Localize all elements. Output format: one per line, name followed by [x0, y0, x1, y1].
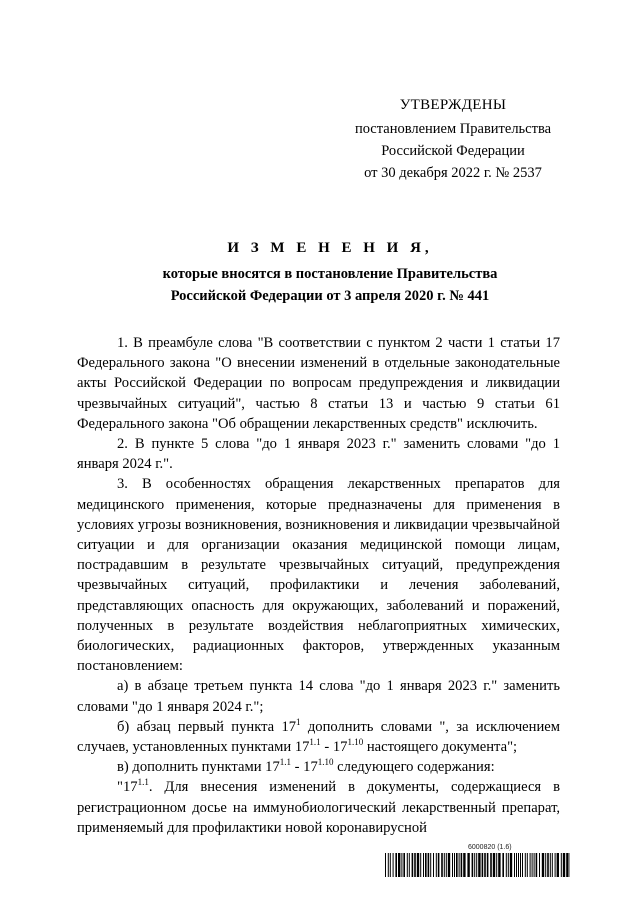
barcode-bar [476, 853, 477, 877]
barcode-bar [461, 853, 463, 877]
barcode-bar [409, 853, 410, 877]
barcode-bar [423, 853, 424, 877]
barcode-bar [539, 853, 540, 877]
barcode-bar [550, 853, 551, 877]
barcode-bar [438, 853, 440, 877]
paragraph-2: 2. В пункте 5 слова "до 1 января 2023 г." заменить словами "до 1 января 2024 г.". [77, 436, 560, 473]
approval-block [344, 94, 562, 184]
barcode-bar [452, 853, 453, 877]
barcode-bar [508, 853, 509, 877]
barcode-bar [456, 853, 458, 877]
barcode-bar [463, 853, 465, 877]
barcode-bar [430, 853, 431, 877]
barcode-bar [534, 853, 535, 877]
title-sub-line-2: Российской Федерации от 3 апреля 2020 г. № 441 [170, 288, 490, 304]
barcode-bar [516, 853, 517, 877]
barcode-bar [547, 853, 549, 877]
barcode-bar [403, 853, 405, 877]
barcode-bar [563, 853, 565, 877]
barcode-bar [493, 853, 495, 877]
barcode-bar [454, 853, 455, 877]
barcode-bar [414, 853, 416, 877]
barcode-bar [498, 853, 500, 877]
approval-line-2: Российской Федерации [381, 143, 525, 159]
barcode-bar [502, 853, 504, 877]
barcode-bar [520, 853, 521, 877]
barcode-bar [388, 853, 389, 877]
barcode-bar [444, 853, 445, 877]
barcode-bar [555, 853, 556, 877]
barcode-bar [545, 853, 546, 877]
barcode-bar [446, 853, 447, 877]
document-title [90, 240, 570, 307]
approval-line-3: от 30 декабря 2022 г. № 2537 [364, 165, 542, 181]
barcode-bar [412, 853, 414, 877]
barcode-bar [532, 853, 533, 877]
barcode-bar [425, 853, 427, 877]
barcode-bar [428, 853, 430, 877]
barcode-bar [448, 853, 450, 877]
document-code: 6000820 (1.6) [468, 844, 512, 851]
barcode-bar [522, 853, 523, 877]
barcode-bar [566, 853, 568, 877]
barcode-bar [433, 853, 434, 877]
title-sub-line-1: которые вносятся в постановление Правительства [162, 266, 498, 282]
barcode-bar [407, 853, 408, 877]
paragraph-7: "$17^{1.1}$. Для внесения изменений в документы, содержащиеся в регистрационном досье на иммунобиологический лекарственный препарат, применяемый для профилактики новой коронавирусной [77, 777, 560, 836]
barcode-bar [472, 853, 474, 877]
barcode-bar [420, 853, 421, 877]
barcode-bar [527, 853, 528, 877]
barcode-bar [514, 853, 515, 877]
barcode-bar [484, 853, 486, 877]
barcode-bar [390, 853, 391, 877]
barcode-bar [536, 853, 538, 877]
barcode-bar [552, 853, 553, 877]
paragraph-5: б) абзац первый пункта $17^1$ дополнить словами ", за исключением случаев, установленных пунктами $17^{1.1} - 17^{1.10}$ настоящего документа"; [77, 716, 560, 756]
paragraph-4: а) в абзаце третьем пункта 14 слова "до 1 января 2023 г." заменить словами "до 1 января 2024 г."; [77, 678, 560, 715]
barcode-bar [561, 853, 562, 877]
barcode-bar [459, 853, 460, 877]
barcode-bar [478, 853, 480, 877]
barcode-bar [395, 853, 397, 877]
barcode-bar [487, 853, 489, 877]
approval-line-1: постановлением Правительства [354, 121, 552, 137]
title-main: И З М Е Н Е Н И Я, [227, 240, 433, 256]
barcode-bar [557, 853, 559, 877]
approval-heading: УТВЕРЖДЕНЫ [399, 97, 507, 113]
barcode-bar [393, 853, 394, 877]
document-body [77, 333, 560, 838]
barcode-bar [525, 853, 526, 877]
barcode-bar [542, 853, 544, 877]
barcode-bar [482, 853, 484, 877]
barcode-bar [506, 853, 507, 877]
paragraph-1: 1. В преамбуле слова "В соответствии с пунктом 2 части 1 статьи 17 Федерального закона "О внесении изменений в отдельные законодательные акты Российской Федерации по вопросам предупреждения и ликвидации чрезвычайных ситуаций", частью 8 статьи 13 и частью 9 статьи 61 Федерального закона "Об обращении лекарственных средств" исключить. [77, 335, 560, 432]
barcode-bar [530, 853, 531, 877]
barcode-bar [441, 853, 443, 877]
barcode-bar [518, 853, 519, 877]
paragraph-6: в) дополнить пунктами $17^{1.1} - 17^{1.10}$ следующего содержания: [117, 757, 495, 776]
barcode-bar [398, 853, 400, 877]
barcode-bar [496, 853, 497, 877]
barcode-bar [467, 853, 469, 877]
barcode-bar [436, 853, 437, 877]
barcode-bar [401, 853, 402, 877]
barcode-bar [510, 853, 512, 877]
barcode-bar [474, 853, 475, 877]
barcode-bar [417, 853, 419, 877]
barcode-image [385, 853, 570, 877]
paragraph-3: 3. В особенностях обращения лекарственных препаратов для медицинского применения, которые предназначены для применения в условиях угрозы возникновения, возникновения и ликвидации чрезвычайной ситуации и для организации оказания медицинской помощи лицам, пострадавшим в результате чрезвычайных ситуаций, предупреждения чрезвычайных ситуаций, профилактики и лечения заболеваний, представляющих опасность для окружающих, заболеваний и поражений, полученных в результате воздействия неблагоприятных химических, биологических, радиационных факторов, утвержденных указанным постановлением: [77, 476, 560, 675]
barcode-bar [490, 853, 492, 877]
barcode-bar [385, 853, 386, 877]
